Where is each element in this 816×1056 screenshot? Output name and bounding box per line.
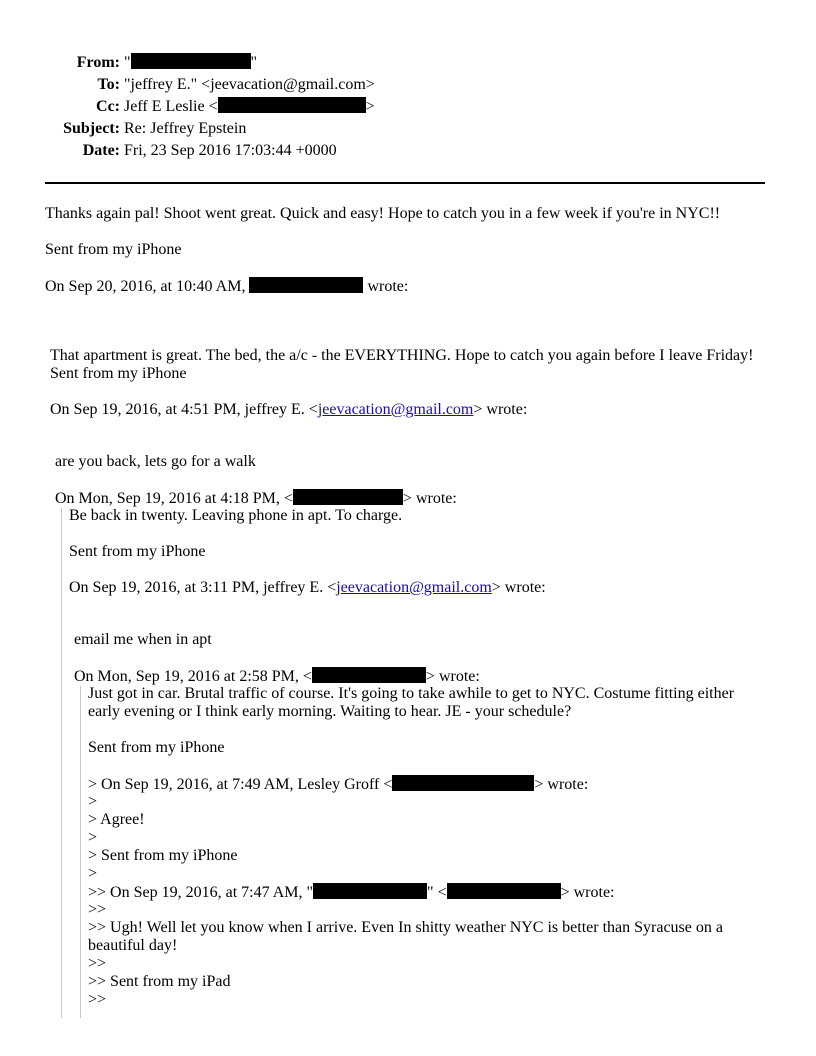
- quote-bar: [61, 508, 62, 1018]
- from-quote-close: ": [250, 54, 258, 71]
- redaction-box: [313, 883, 427, 899]
- quote-signature: >> Sent from my iPad: [88, 973, 231, 990]
- quote-marker: >>: [88, 955, 107, 972]
- quote-signature: Sent from my iPhone: [50, 365, 187, 382]
- quote-attribution: On Sep 19, 2016, at 3:11 PM, jeffrey E. <jeevacation@gmail.com> wrote:: [69, 579, 546, 596]
- message-text: Thanks again pal! Shoot went great. Quick and easy! Hope to catch you in a few week if you're in NYC!!: [45, 205, 721, 222]
- quote-marker: >: [88, 829, 98, 846]
- cc-label: Cc:: [96, 98, 120, 115]
- from-quote-open: ": [124, 54, 131, 71]
- quote-signature: Sent from my iPhone: [88, 739, 225, 756]
- redaction-box: [131, 53, 251, 69]
- quote-marker: >>: [88, 901, 107, 918]
- quote-attribution: On Sep 20, 2016, at 10:40 AM, wrote:: [45, 278, 409, 295]
- redaction-box: [293, 489, 403, 505]
- header-subject-row: [40, 118, 440, 140]
- redaction-box: [392, 775, 534, 791]
- header-from-row: [40, 52, 440, 74]
- header-cc-row: [40, 96, 440, 118]
- quote-attribution: >> On Sep 19, 2016, at 7:47 AM, " " < > wrote:: [88, 884, 615, 901]
- to-label: To:: [97, 76, 120, 93]
- quote-text: email me when in apt: [74, 631, 212, 648]
- quote-text: That apartment is great. The bed, the a/c - the EVERYTHING. Hope to catch you again before I leave Friday!: [50, 347, 754, 364]
- redaction-box: [218, 97, 366, 113]
- quote-text: are you back, lets go for a walk: [55, 453, 256, 470]
- quote-marker: >: [88, 865, 98, 882]
- quote-signature: Sent from my iPhone: [69, 543, 206, 560]
- header-to-row: [40, 74, 440, 96]
- quote-text: Just got in car. Brutal traffic of course. It's going to take awhile to get to NYC. Costume fitting either early evening or I think early morning. Waiting to hear. JE - your schedule?: [88, 685, 735, 720]
- from-label: From:: [76, 54, 120, 71]
- redaction-box: [312, 667, 426, 683]
- redaction-box: [249, 277, 363, 293]
- date-label: Date:: [82, 142, 120, 159]
- quote-attribution: On Sep 19, 2016, at 4:51 PM, jeffrey E. <jeevacation@gmail.com> wrote:: [50, 401, 528, 418]
- quote-text: > Agree!: [88, 811, 145, 828]
- quote-marker: >: [88, 793, 98, 810]
- quote-bar: [80, 686, 81, 1018]
- redaction-box: [447, 883, 561, 899]
- subject-label: Subject:: [63, 120, 120, 137]
- quote-signature: > Sent from my iPhone: [88, 847, 238, 864]
- email-header: [40, 52, 440, 162]
- quote-attribution: On Mon, Sep 19, 2016 at 4:18 PM, < > wrote:: [55, 490, 457, 507]
- cc-prefix: Jeff E Leslie <: [124, 98, 218, 115]
- header-date-row: [40, 140, 440, 162]
- email-link[interactable]: jeevacation@gmail.com: [317, 401, 474, 418]
- quote-attribution: > On Sep 19, 2016, at 7:49 AM, Lesley Groff < > wrote:: [88, 776, 589, 793]
- message-signature: Sent from my iPhone: [45, 241, 182, 258]
- to-value: "jeffrey E." <jeevacation@gmail.com>: [124, 76, 375, 93]
- quote-text: Be back in twenty. Leaving phone in apt. To charge.: [69, 507, 403, 524]
- header-divider: [45, 182, 765, 184]
- quote-attribution: On Mon, Sep 19, 2016 at 2:58 PM, < > wrote:: [74, 668, 480, 685]
- email-link[interactable]: jeevacation@gmail.com: [336, 579, 492, 596]
- quote-marker: >>: [88, 991, 107, 1008]
- date-value: Fri, 23 Sep 2016 17:03:44 +0000: [124, 142, 337, 159]
- subject-value: Re: Jeffrey Epstein: [124, 120, 247, 137]
- cc-suffix: >: [365, 98, 375, 115]
- quote-text: >> Ugh! Well let you know when I arrive. Even In shitty weather NYC is better than Syracuse on a beautiful day!: [88, 919, 723, 954]
